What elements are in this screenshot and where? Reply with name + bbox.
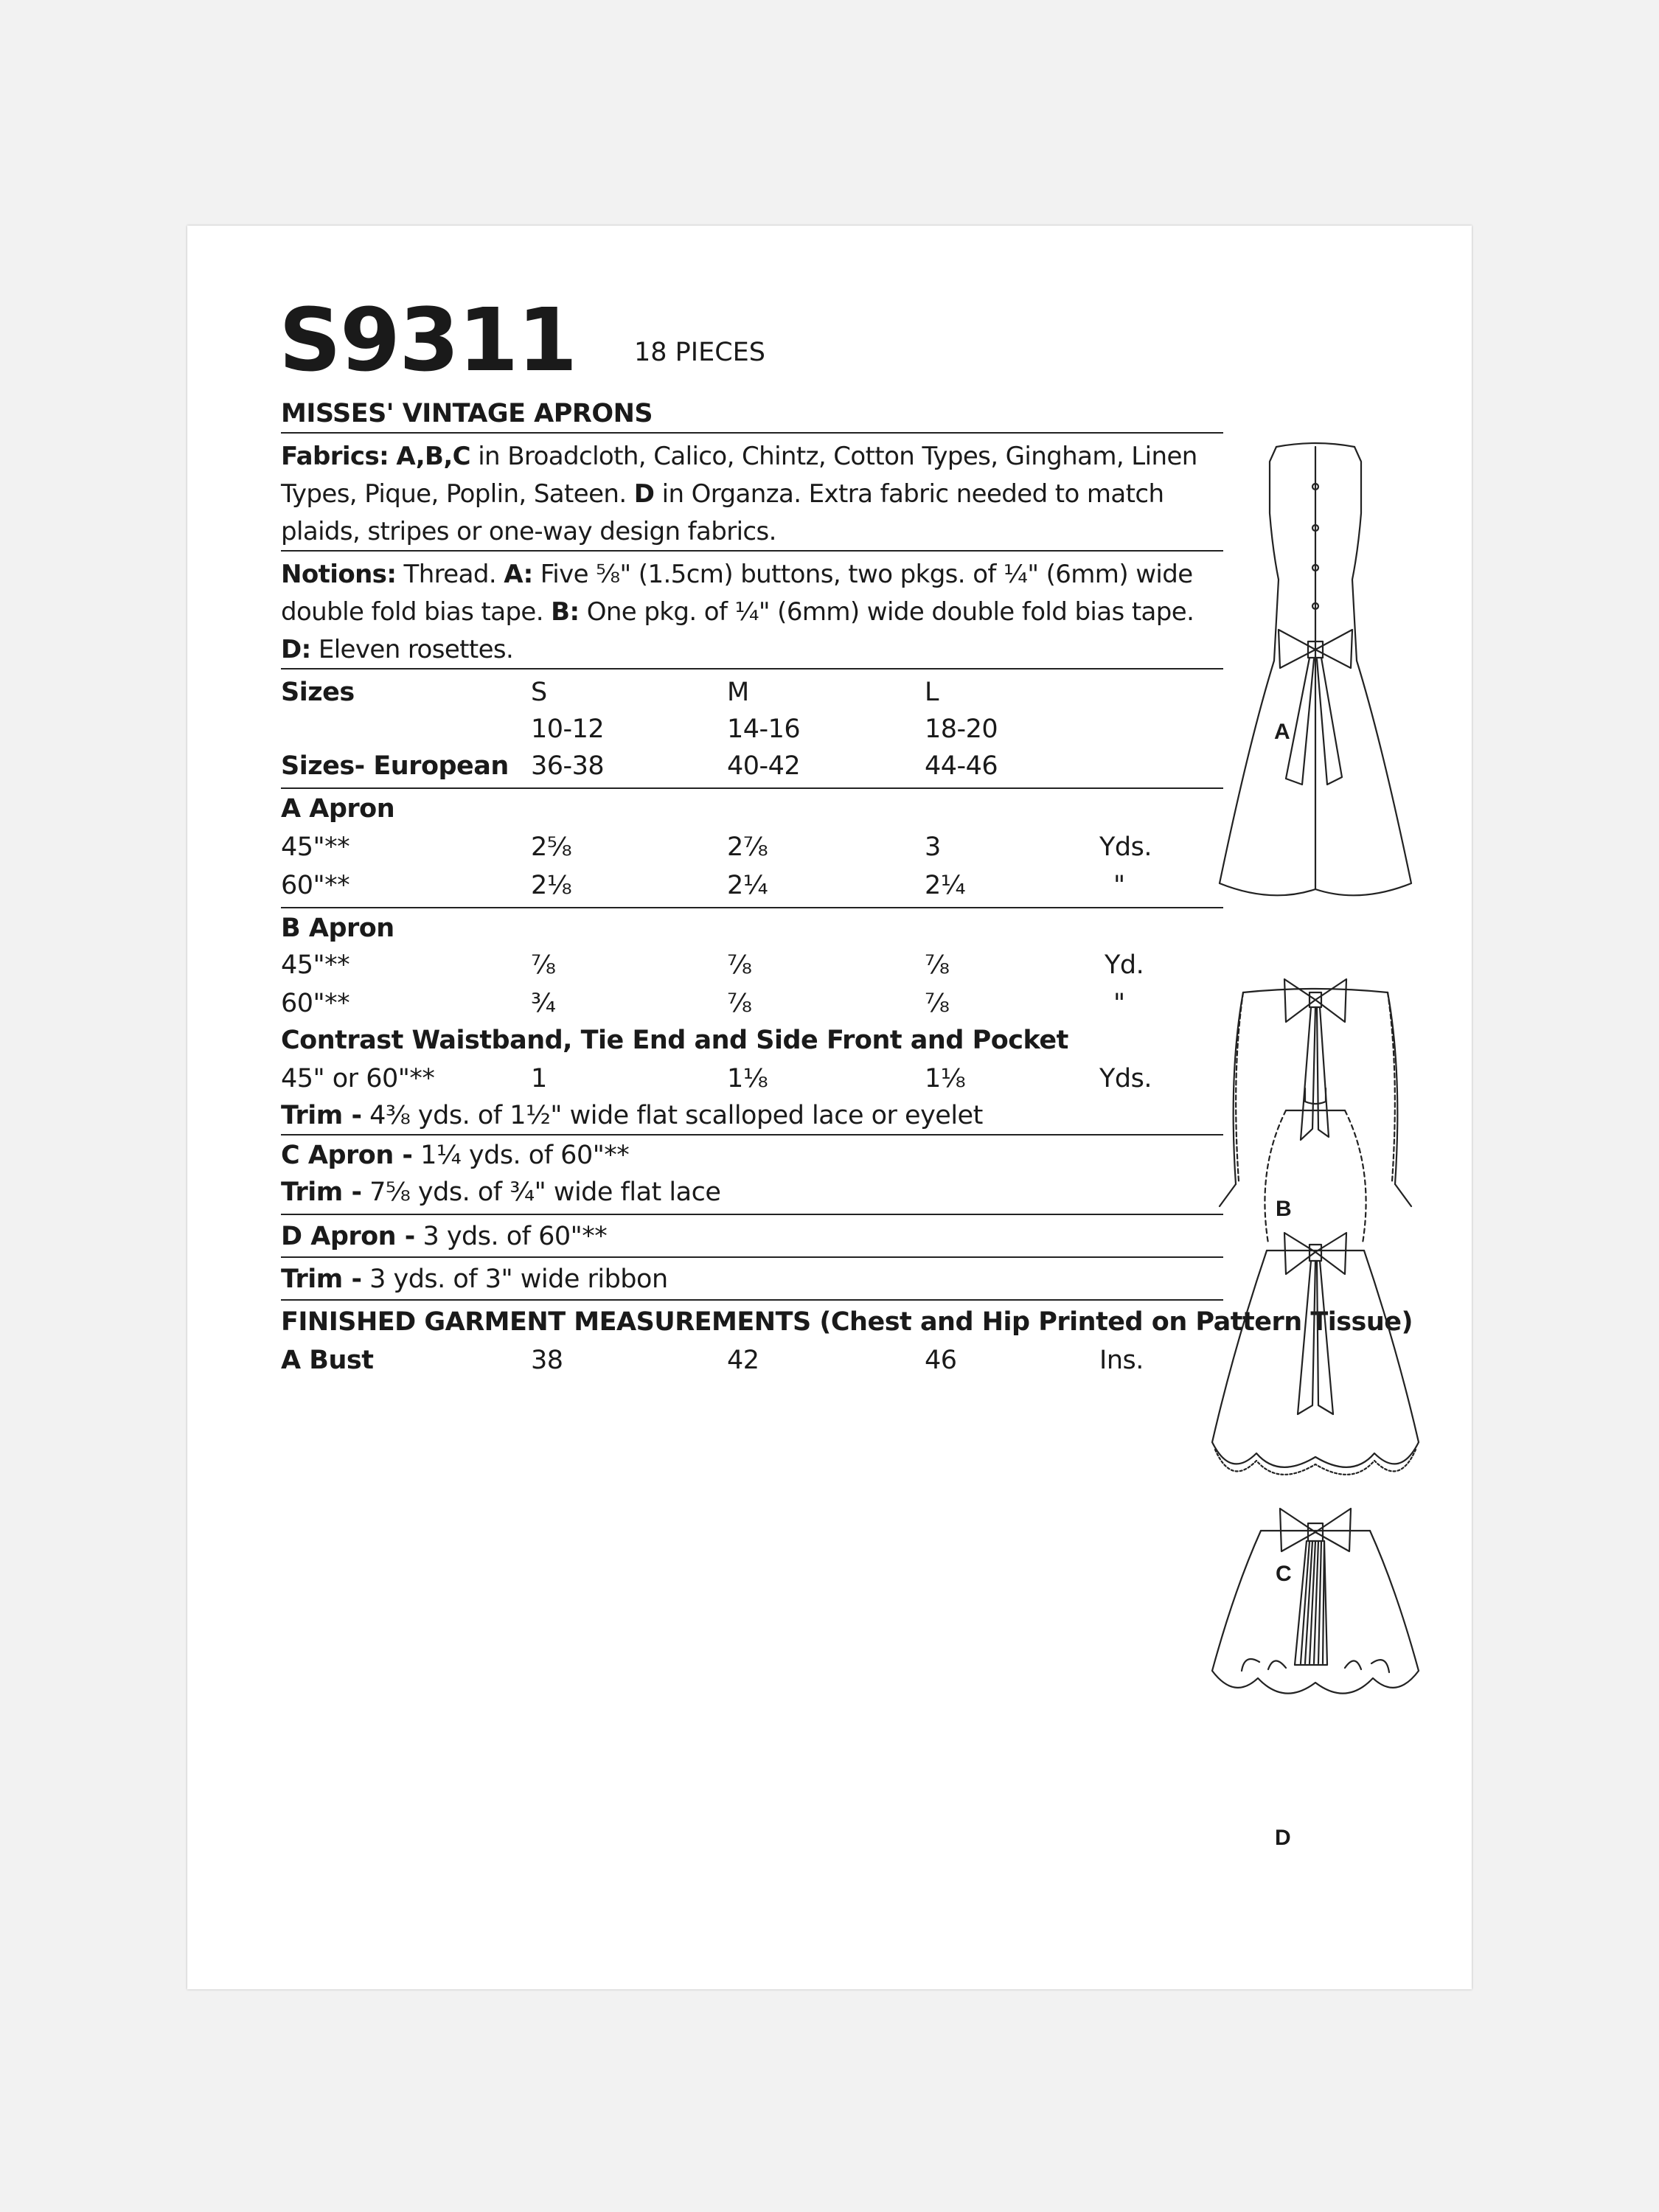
trim-label: Trim - [281,1265,362,1294]
a-apron-yardage-s: 2⅛ [531,871,572,900]
apron-d-back-view-icon [1197,1435,1433,1804]
sizes-label: Sizes [281,678,355,707]
fabrics-views: A,B,C [396,442,470,471]
trim-label: Trim - [281,1101,362,1130]
d-apron-trim [281,1264,668,1295]
b-apron-unit: Yd. [1105,950,1144,980]
a-apron-yardage-l: 3 [925,832,941,862]
divider [281,1256,1223,1258]
b-apron-width: 45"** [281,950,350,980]
fabrics-label: Fabrics: [281,442,389,471]
size-m-number: 14-16 [727,714,801,744]
b-apron-yardage-l: ⅞ [925,950,950,980]
notions-view-b: B: [551,597,580,627]
contrast-heading: Contrast Waistband, Tie End and Side Front and Pocket [281,1026,1068,1055]
b-apron-yardage-m: ⅞ [727,950,752,980]
bust-l: 46 [925,1346,957,1375]
bust-s: 38 [531,1346,563,1375]
b-apron-heading: B Apron [281,914,394,943]
a-apron-heading: A Apron [281,794,395,824]
divider [281,907,1223,908]
view-label-d: D [1275,1826,1291,1850]
a-apron-width: 60"** [281,871,350,900]
divider [281,550,1223,552]
divider [281,1214,1223,1215]
fabrics-view-d: D [633,479,655,509]
fabrics-text-1: in Broadcloth, Calico, Chintz, Cotton Types, Gingham, Linen Types, Pique, Poplin, Sateen. [281,442,1197,509]
a-apron-yardage-s: 2⅝ [531,832,572,862]
notions-view-d: D: [281,635,311,664]
pattern-subtitle: MISSES' VINTAGE APRONS [281,399,653,428]
contrast-trim [281,1100,983,1131]
divider [281,432,1223,434]
a-apron-yardage-l: 2¼ [925,871,966,900]
fabrics-paragraph [281,438,1225,551]
notions-text-3: Eleven rosettes. [310,635,514,664]
finished-measurements-heading: FINISHED GARMENT MEASUREMENTS (Chest and Hip Printed on Pattern Tissue) [281,1307,1413,1337]
c-apron-label: C Apron - [281,1141,413,1170]
trim-text: 7⅝ yds. of ¾" wide flat lace [361,1178,721,1207]
divider [281,1299,1223,1301]
trim-label: Trim - [281,1178,362,1207]
c-apron-text: 1¼ yds. of 60"** [412,1141,630,1170]
a-apron-unit: " [1113,871,1125,900]
c-apron-yardage [281,1140,629,1171]
notions-label: Notions: [281,560,397,589]
contrast-yardage-s: 1 [531,1064,547,1093]
b-apron-yardage-l: ⅞ [925,989,950,1018]
contrast-width: 45" or 60"** [281,1064,435,1093]
d-apron-text: 3 yds. of 60"** [414,1222,608,1251]
sizes-european-label: Sizes- European [281,751,509,781]
bust-m: 42 [727,1346,759,1375]
fabrics-text-2: in Organza. Extra fabric needed to match plaids, stripes or one-way design fabrics. [281,479,1164,546]
a-apron-yardage-m: 2⅞ [727,832,768,862]
size-l-number: 18-20 [925,714,998,744]
view-label-c: C [1276,1562,1292,1586]
trim-text: 3 yds. of 3" wide ribbon [361,1265,668,1294]
size-eu-s: 36-38 [531,751,605,781]
size-s: S [531,678,547,707]
c-apron-trim [281,1177,720,1208]
piece-count: 18 PIECES [634,338,765,367]
notions-view-a: A: [504,560,533,589]
divider [281,1134,1223,1135]
size-s-number: 10-12 [531,714,605,744]
d-apron-label: D Apron - [281,1222,415,1251]
notions-text-1: Five ⅝" (1.5cm) buttons, two pkgs. of ¼" (6mm) wide double fold bias tape. [281,560,1193,627]
bust-label: A Bust [281,1346,374,1375]
b-apron-width: 60"** [281,989,350,1018]
b-apron-unit: " [1113,989,1125,1018]
b-apron-yardage-s: ¾ [531,989,556,1018]
a-apron-yardage-m: 2¼ [727,871,768,900]
divider [281,668,1223,669]
apron-a-back-view-icon [1197,432,1433,919]
trim-text: 4⅜ yds. of 1½" wide flat scalloped lace or eyelet [361,1101,983,1130]
contrast-yardage-l: 1⅛ [925,1064,966,1093]
pattern-envelope-back [187,226,1472,1989]
pattern-number: S9311 [279,289,577,391]
a-apron-unit: Yds. [1099,832,1152,862]
contrast-unit: Yds. [1099,1064,1152,1093]
notions-text-2: One pkg. of ¼" (6mm) wide double fold bias tape. [579,597,1194,627]
view-label-a: A [1274,720,1290,744]
d-apron-yardage [281,1221,607,1252]
a-apron-width: 45"** [281,832,350,862]
size-eu-m: 40-42 [727,751,801,781]
b-apron-yardage-m: ⅞ [727,989,752,1018]
notions-paragraph [281,556,1225,669]
b-apron-yardage-s: ⅞ [531,950,556,980]
view-label-b: B [1276,1197,1292,1221]
size-m: M [727,678,749,707]
divider [281,787,1223,789]
size-l: L [925,678,939,707]
notions-text-0: Thread. [396,560,504,589]
bust-unit: Ins. [1099,1346,1144,1375]
contrast-yardage-m: 1⅛ [727,1064,768,1093]
size-eu-l: 44-46 [925,751,998,781]
